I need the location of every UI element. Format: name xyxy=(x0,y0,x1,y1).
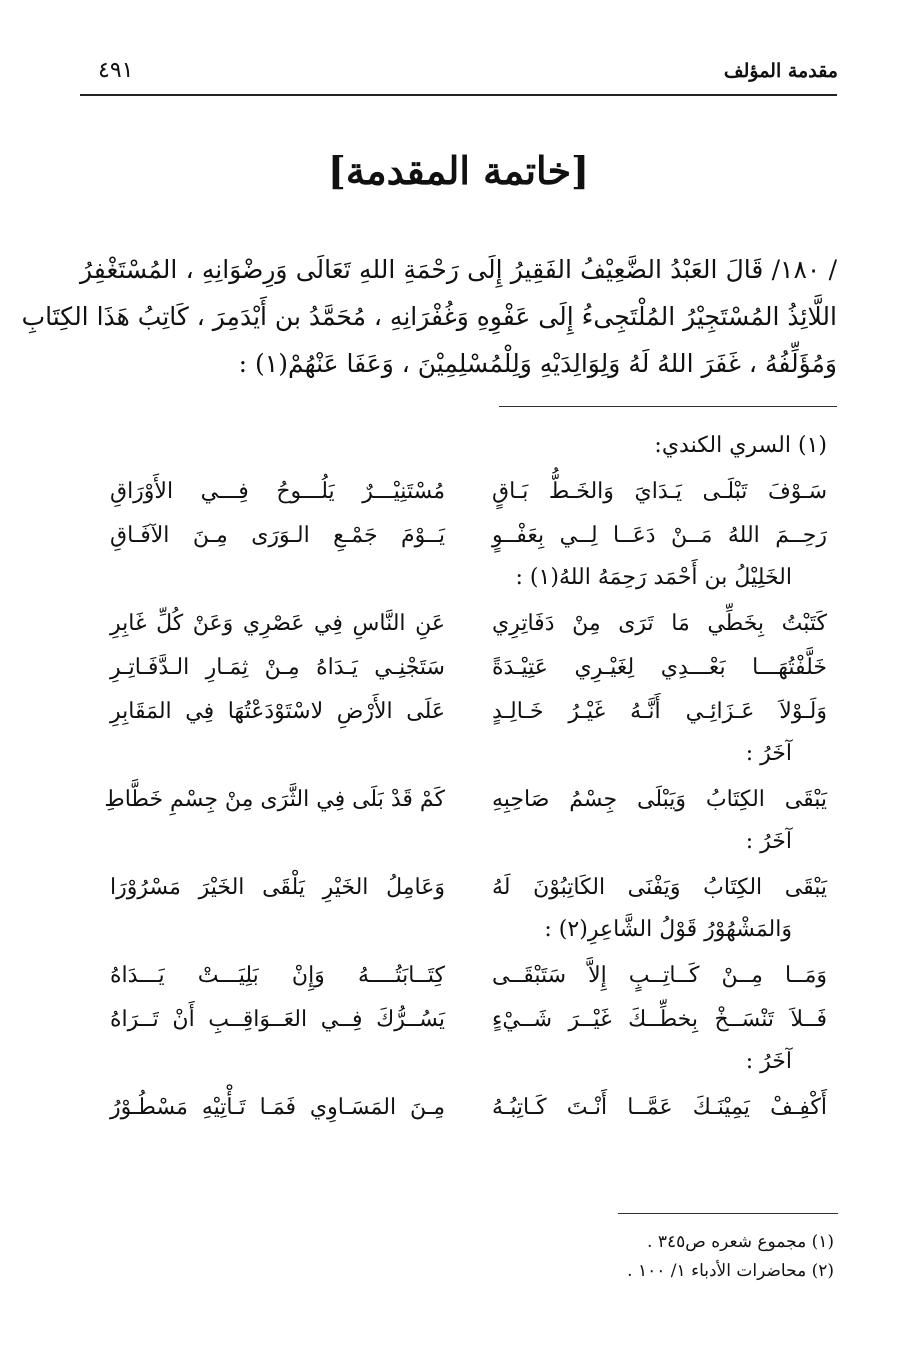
footnote-heading: (١) السري الكندي: xyxy=(654,433,827,458)
poet-attribution: آخَرُ : xyxy=(745,741,792,766)
verse-first-hemistich: خَلَّفْتُهَـــا بَعْـــدِي لِغَيْـرِي عَتِيْـدَةً xyxy=(492,655,827,680)
verse-second-hemistich: عَلَى الأَرْضِ لاسْتَوْدَعْتُهَا فِي المَقَابِرِ xyxy=(110,699,445,724)
verse-first-hemistich: وَلَـوْلاَ عَـزَائِـي أَنَّـهُ غَيْـرُ خَـالِـدٍ xyxy=(492,699,827,724)
header-rule xyxy=(80,94,837,96)
verse-first-hemistich: يَبْقَى الكِتَابُ وَيَبْلَى جِسْمُ صَاحِبِهِ xyxy=(492,787,827,812)
footnote-entry: (٢) محاضرات الأدباء ١/ ١٠٠ . xyxy=(627,1261,834,1281)
paragraph-line: / ١٨٠/ قَالَ العَبْدُ الضَّعِيْفُ الفَقِيرُ إِلَى رَحْمَةِ اللهِ تَعَالَى وَرِضْوَانِهِ ، المُسْتَغْفِرُ xyxy=(80,255,837,284)
verse-first-hemistich: فَــلاَ تَنْسَــخْ بِخطِّــكَ غَيْــرَ شَــيْءٍ xyxy=(492,1007,827,1032)
page-number: ٤٩١ xyxy=(98,58,134,83)
poet-attribution: آخَرُ : xyxy=(745,1049,792,1074)
verse-line xyxy=(80,602,837,646)
verse-second-hemistich: كَمْ قَدْ بَلَى فِي الثَّرَى مِنْ جِسْمِ خَطَّاطِ xyxy=(104,787,445,812)
footnote-entry: (١) مجموع شعره ص٣٤٥ . xyxy=(647,1232,834,1252)
verse-first-hemistich: وَمَــا مِــنْ كَــاتِــبٍ إِلاَّ سَتَبْقَــى xyxy=(492,963,827,988)
verse-first-hemistich: رَحِــمَ اللهُ مَــنْ دَعَــا لِــي بِعَفْــوٍ xyxy=(492,523,827,548)
verse-line xyxy=(80,646,837,690)
verse-first-hemistich: كَتَبْتُ بِخَطِّي مَا تَرَى مِنْ دَفَاتِرِي xyxy=(492,611,827,636)
verse-line xyxy=(80,690,837,734)
running-header-title: مقدمة المؤلف xyxy=(723,60,838,82)
verse-line xyxy=(80,778,837,822)
verse-second-hemistich: يَسُــرُّكَ فِــي العَــوَاقِــبِ أَنْ تَــرَاهُ xyxy=(110,1007,445,1032)
verse-first-hemistich: أَكْفِـفْ يَمِيْنَـكَ عَمَّــا أَنْـتَ كَـاتِبُـهُ xyxy=(492,1095,827,1120)
verse-second-hemistich: سَتَجْنِـي يَـدَاهُ مِـنْ ثِمَـارِ الـدَّفَـاتِـرِ xyxy=(110,655,445,680)
verse-second-hemistich: عَنِ النَّاسِ فِي عَصْرِي وَعَنْ كُلِّ غَابِرِ xyxy=(110,611,445,636)
verse-line xyxy=(80,514,837,558)
verse-second-hemistich: وَعَامِلُ الخَيْرِ يَلْقَى الخَيْرَ مَسْرُوْرَا xyxy=(110,875,445,900)
verse-second-hemistich: مِـنَ المَسَـاوِي فَمَـا تَـأْتِيْهِ مَسْطُـوْرُ xyxy=(110,1095,445,1120)
footnote-section xyxy=(80,426,837,1130)
verse-first-hemistich: يَبْقَى الكِتَابُ وَيَفْنَى الكَاتِبُوْنَ لَهُ xyxy=(492,875,827,900)
verse-first-hemistich: سَـوْفَ تَبْلَـى يَـدَايَ وَالخَـطُّ بَـاقٍ xyxy=(492,479,827,504)
verse-line xyxy=(80,998,837,1042)
verse-second-hemistich: كِتَــابَتُــــهُ وَإِنْ بَلِيَـــتْ يَـــدَاهُ xyxy=(110,963,445,988)
poet-attribution: الخَلِيْلُ بن أَحْمَد رَحِمَهُ اللهُ(١) : xyxy=(515,565,792,590)
bottom-footnotes xyxy=(627,1228,834,1286)
bottom-footnote-separator xyxy=(618,1213,838,1214)
verse-line xyxy=(80,1086,837,1130)
verse-second-hemistich: يَــوْمَ جَمْـعِ الـوَرَى مِـنَ الآفَـاقِ xyxy=(110,523,445,548)
verse-line xyxy=(80,470,837,514)
chapter-title: [خاتمة المقدمة] xyxy=(327,148,590,193)
main-paragraph xyxy=(21,246,837,387)
paragraph-line: اللَّائِذُ المُسْتَجِيْرُ المُلْتَجِىءُ إِلَى عَفْوِهِ وَغُفْرَانِهِ ، مُحَمَّدُ بن أَيْدَمِرَ ، كَاتِبُ هَذَا الكِتَابِ xyxy=(21,302,837,331)
poet-attribution: وَالمَشْهُوْرُ قَوْلُ الشَّاعِرِ(٢) : xyxy=(544,917,792,942)
paragraph-line: وَمُؤَلِّفُهُ ، غَفَرَ اللهُ لَهُ وَلِوَالِدَيْهِ وَلِلْمُسْلِمِيْنَ ، وَعَفَا عَنْهُمْ(١) : xyxy=(238,349,837,378)
verse-second-hemistich: مُسْتَنِيْـــرٌ يَلُـــوحُ فِـــي الأَوْرَاقِ xyxy=(110,479,445,504)
verse-line xyxy=(80,954,837,998)
verse-line xyxy=(80,866,837,910)
footnote-separator xyxy=(499,406,837,407)
poet-attribution: آخَرُ : xyxy=(745,829,792,854)
